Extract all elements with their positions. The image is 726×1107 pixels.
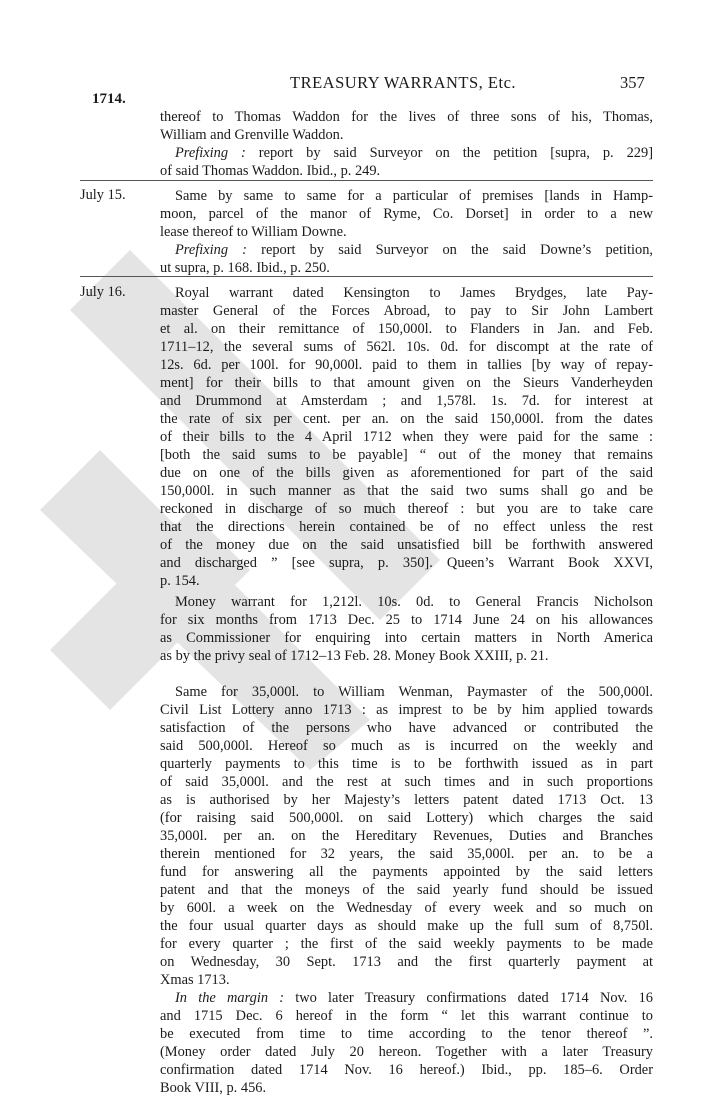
entry-date: July 16. <box>80 284 126 300</box>
entry-note <box>160 241 653 259</box>
note-line: ut supra, p. 168. Ibid., p. 250. <box>160 260 330 276</box>
note-line: report by said Surveyor on the petition [supra, p. 229] <box>245 145 653 161</box>
divider <box>80 276 653 277</box>
entry-line: as is authorised by her Majesty’s letters patent dated 1713 Oct. 13 <box>160 792 653 808</box>
entry-line: ment] for their bills to that amount given on the Sieurs Vanderheyden <box>160 375 653 391</box>
note-line: report by said Surveyor on the said Downe’s petition, <box>246 242 654 258</box>
entry-line: as by the privy seal of 1712–13 Feb. 28. Money Book XXIII, p. 21. <box>160 648 549 664</box>
note-line: confirmation dated 1714 Nov. 16 hereof.) Ibid., pp. 185–6. Order <box>160 1062 653 1078</box>
entry-line: for six months from 1713 Dec. 25 to 1714 June 24 on his allowances <box>160 612 653 628</box>
note-line: of said Thomas Waddon. Ibid., p. 249. <box>160 163 381 179</box>
entry-line: p. 154. <box>160 573 200 589</box>
entry-line: that the directions herein contained be of no effect unless the rest <box>160 519 653 535</box>
entry-line: patent and that the moneys of the said yearly fund should be issued <box>160 882 653 898</box>
entry-line: of said 35,000l. and the rest at such times and in such proportions <box>160 774 653 790</box>
entry-line: reckoned in discharge of so much thereof : but you are to take care <box>160 501 653 517</box>
entry-line: 12s. 6d. per 100l. for 90,000l. paid to them in tallies [by way of repay- <box>160 357 653 373</box>
entry-line: the four usual quarter days as should make up the full sum of 8,750l. <box>160 918 653 934</box>
entry-note <box>160 144 653 162</box>
entry-line: due on one of the bills given as aforementioned for part of the said <box>160 465 653 481</box>
note-label: Prefixing : <box>175 242 247 258</box>
entry-waddon <box>160 108 653 180</box>
entry-line: the rate of six per cent. per an. on the said 150,000l. from the dates <box>160 411 653 427</box>
entry-line: 150,000l. in such manner as that the said two sums shall go and be <box>160 483 653 499</box>
entry-wenman <box>160 683 653 1097</box>
entry-brydges <box>160 284 653 590</box>
entry-line: of their bills to the 4 April 1712 when they were paid for the same : <box>160 429 653 445</box>
entry-line: Xmas 1713. <box>160 972 230 988</box>
entry-line: and discharged ” [see supra, p. 350]. Queen’s Warrant Book XXVI, <box>160 555 653 571</box>
entry-line: satisfaction of the persons who have advanced or contributed the <box>160 720 653 736</box>
entry-line: Money warrant for 1,212l. 10s. 0d. to General Francis Nicholson <box>175 594 653 610</box>
entry-date: July 15. <box>80 187 126 203</box>
page-number: 357 <box>620 73 645 92</box>
running-head-title: TREASURY WARRANTS, Etc. <box>290 73 517 92</box>
entry-line: on Wednesday, 30 Sept. 1713 and the first quarterly payment at <box>160 954 653 970</box>
divider <box>80 180 653 181</box>
note-line: (Money order dated July 20 hereon. Together with a later Treasury <box>160 1044 653 1060</box>
entry-downe <box>160 187 653 277</box>
entry-line: of the money due on the said unsatisfied bill be forthwith answered <box>160 537 653 553</box>
note-line: and 1715 Dec. 6 hereof in the form “ let this warrant continue to <box>160 1008 653 1024</box>
entry-line: for every quarter ; the first of the said weekly payments to be made <box>160 936 653 952</box>
note-label: In the margin : <box>175 990 285 1006</box>
entry-line: thereof to Thomas Waddon for the lives of three sons of his, Thomas, <box>160 109 653 125</box>
entry-line: William and Grenville Waddon. <box>160 127 344 143</box>
entry-line: by 600l. a week on the Wednesday of every week and so much on <box>160 900 653 916</box>
note-label: Prefixing : <box>175 145 246 161</box>
margin-year: 1714. <box>92 91 126 107</box>
entry-line: fund for answering all the payments appointed by the said letters <box>160 864 653 880</box>
entry-note <box>160 989 653 1007</box>
entry-line: moon, parcel of the manor of Ryme, Co. Dorset] in order to a new <box>160 206 653 222</box>
entry-line: Royal warrant dated Kensington to James Brydges, late Pay- <box>175 285 653 301</box>
entry-line: Same by same to same for a particular of premises [lands in Hamp- <box>175 188 653 204</box>
entry-line: master General of the Forces Abroad, to pay to Sir John Lambert <box>160 303 653 319</box>
entry-line: et al. on their remittance of 150,000l. to Flanders in Jan. and Feb. <box>160 321 653 337</box>
entry-nicholson <box>160 593 653 665</box>
note-line: Book VIII, p. 456. <box>160 1080 267 1096</box>
entry-line: said 500,000l. Hereof so much as is incurred on the weekly and <box>160 738 653 754</box>
entry-line: [both the said sums to be payable] “ out of the money that remains <box>160 447 653 463</box>
entry-line: 1711–12, the several sums of 562l. 10s. 0d. for discompt at the rate of <box>160 339 653 355</box>
entry-line: Civil List Lottery anno 1713 : as imprest to be by him applied towards <box>160 702 653 718</box>
entry-line: quarterly payments to this time is to be forthwith issued as in part <box>160 756 653 772</box>
note-line: be executed from time to time according to the tenor thereof ”. <box>160 1026 653 1042</box>
entry-line: Same for 35,000l. to William Wenman, Paymaster of the 500,000l. <box>175 684 653 700</box>
entry-line: and Drummond at Amsterdam ; and 1,578l. 1s. 7d. for interest at <box>160 393 653 409</box>
entry-line: (for raising said 500,000l. on said Lottery) which charges the said <box>160 810 653 826</box>
entry-line: therein mentioned for 32 years, the said 35,000l. per an. to be a <box>160 846 653 862</box>
entry-line: 35,000l. per an. on the Hereditary Revenues, Duties and Branches <box>160 828 653 844</box>
note-line: two later Treasury confirmations dated 1714 Nov. 16 <box>284 990 653 1006</box>
entry-line: lease thereof to William Downe. <box>160 224 347 240</box>
entry-line: as Commissioner for enquiring into certain matters in North America <box>160 630 653 646</box>
